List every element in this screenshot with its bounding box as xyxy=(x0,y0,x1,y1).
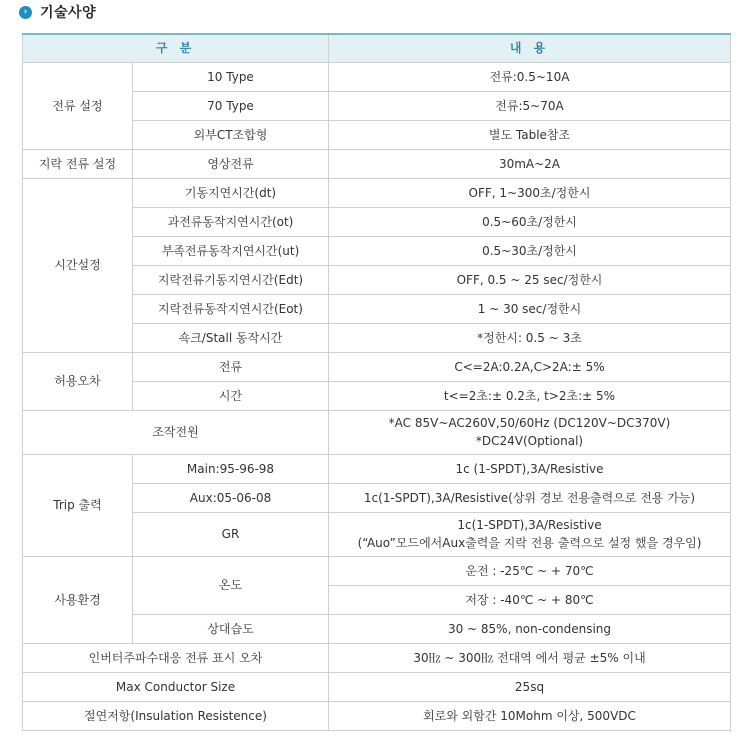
table-row xyxy=(23,454,731,483)
value-line: 1 ~ 30 sec/정한시 xyxy=(477,301,582,316)
value-line: 0.5~30초/정한시 xyxy=(482,243,577,258)
item-value xyxy=(329,91,731,120)
group-label: 허용오차 xyxy=(23,352,133,410)
item-label: 10 Type xyxy=(133,62,329,91)
value-line: (“Auo”모드에서Aux출력을 지락 전용 출력으로 설정 했을 경우임) xyxy=(357,536,702,550)
item-label: 시간 xyxy=(133,381,329,410)
table-row xyxy=(23,556,731,585)
item-value xyxy=(329,149,731,178)
value-line: 전류:5~70A xyxy=(495,98,564,113)
value-line: 전류:0.5~10A xyxy=(489,69,570,84)
group-label: 지락 전류 설정 xyxy=(23,149,133,178)
item-label: 지락전류기동지연시간(Edt) xyxy=(133,265,329,294)
item-label: 기동지연시간(dt) xyxy=(133,178,329,207)
item-value xyxy=(329,556,731,585)
value-line: 별도 Table참조 xyxy=(488,127,571,142)
value-line: *AC 85V~AC260V,50/60Hz (DC120V~DC370V) xyxy=(388,416,671,430)
value-line: *DC24V(Optional) xyxy=(475,434,584,448)
value-line: 0.5~60초/정한시 xyxy=(482,214,577,229)
table-row xyxy=(23,672,731,701)
value-line: 30mA~2A xyxy=(498,156,561,171)
value-line: 1c(1-SPDT),3A/Resistive(상위 경보 전용출력으로 전용 가능) xyxy=(363,490,696,505)
value-line: 25sq xyxy=(514,679,545,694)
item-label: 과전류동작지연시간(ot) xyxy=(133,207,329,236)
item-value xyxy=(329,614,731,643)
item-value xyxy=(329,352,731,381)
item-value xyxy=(329,512,731,556)
item-value xyxy=(329,483,731,512)
value-line: 1c (1-SPDT),3A/Resistive xyxy=(455,461,604,476)
header-category: 구 분 xyxy=(23,34,329,62)
table-row xyxy=(23,701,731,730)
value-line: *정한시: 0.5 ~ 3초 xyxy=(477,330,582,345)
section-title: 기술사양 xyxy=(40,5,97,21)
item-value xyxy=(329,236,731,265)
value-line: OFF, 1~300초/정한시 xyxy=(468,185,591,200)
group-label: 조작전원 xyxy=(23,410,329,454)
group-label: 시간설정 xyxy=(23,178,133,352)
item-value xyxy=(329,265,731,294)
item-label: Aux:05-06-08 xyxy=(133,483,329,512)
value-line: 회로와 외함간 10Mohm 이상, 500VDC xyxy=(423,708,636,723)
table-row xyxy=(23,178,731,207)
section-heading xyxy=(19,3,96,21)
item-value xyxy=(329,701,731,730)
item-value xyxy=(329,178,731,207)
item-label: 지락전류동작지연시간(Eot) xyxy=(133,294,329,323)
group-label: 전류 설정 xyxy=(23,62,133,149)
chevron-right-icon: › xyxy=(19,6,32,19)
item-value xyxy=(329,454,731,483)
item-value xyxy=(329,62,731,91)
group-label: Max Conductor Size xyxy=(23,672,329,701)
item-value xyxy=(329,120,731,149)
item-value xyxy=(329,410,731,454)
value-line: OFF, 0.5 ~ 25 sec/정한시 xyxy=(456,272,603,287)
spec-table xyxy=(22,33,731,731)
value-line: 1c(1-SPDT),3A/Resistive xyxy=(457,518,602,532)
item-label: 전류 xyxy=(133,352,329,381)
item-label: 온도 xyxy=(133,556,329,614)
item-value xyxy=(329,323,731,352)
value-line: 운전 : -25℃ ~ + 70℃ xyxy=(465,563,594,578)
item-value xyxy=(329,672,731,701)
item-label: 외부CT조합형 xyxy=(133,120,329,149)
item-label: 상대습도 xyxy=(133,614,329,643)
header-content: 내 용 xyxy=(329,34,731,62)
value-line: C<=2A:0.2A,C>2A:± 5% xyxy=(454,359,605,374)
group-label: 사용환경 xyxy=(23,556,133,643)
group-label: 인버터주파수대응 전류 표시 오차 xyxy=(23,643,329,672)
table-header-row xyxy=(23,34,731,62)
item-value xyxy=(329,643,731,672)
table-row xyxy=(23,643,731,672)
value-line: t<=2초:± 0.2초, t>2초:± 5% xyxy=(443,388,616,403)
value-line: 저장 : -40℃ ~ + 80℃ xyxy=(465,592,594,607)
group-label: Trip 출력 xyxy=(23,454,133,556)
item-value xyxy=(329,207,731,236)
item-value xyxy=(329,381,731,410)
group-label: 절연저항(Insulation Resistence) xyxy=(23,701,329,730)
table-row xyxy=(23,62,731,91)
table-row xyxy=(23,149,731,178)
item-label: 쇽크/Stall 동작시간 xyxy=(133,323,329,352)
item-label: GR xyxy=(133,512,329,556)
item-label: 부족전류동작지연시간(ut) xyxy=(133,236,329,265)
item-label: 영상전류 xyxy=(133,149,329,178)
item-label: 70 Type xyxy=(133,91,329,120)
table-row xyxy=(23,410,731,454)
item-value xyxy=(329,294,731,323)
value-line: 30㎐ ~ 300㎐ 전대역 에서 평균 ±5% 이내 xyxy=(413,650,646,665)
item-label: Main:95-96-98 xyxy=(133,454,329,483)
table-row xyxy=(23,352,731,381)
value-line: 30 ~ 85%, non-condensing xyxy=(447,621,612,636)
item-value xyxy=(329,585,731,614)
